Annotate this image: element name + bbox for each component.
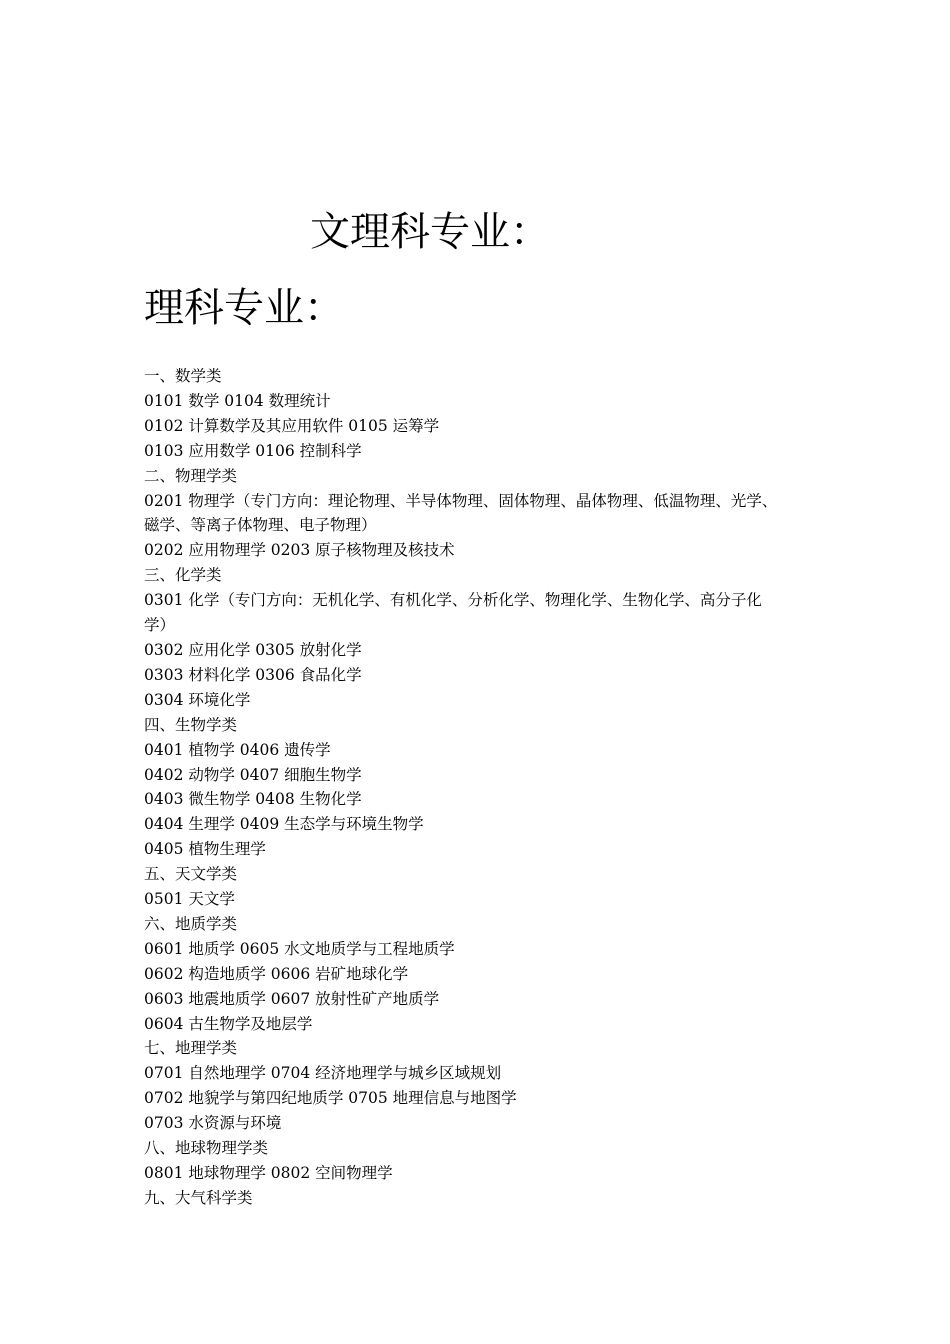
text-line: 0103 应用数学 0106 控制科学 (144, 441, 362, 460)
text-line: 七、地理学类 (144, 1039, 238, 1058)
text-line: 八、地球物理学类 (144, 1139, 269, 1158)
text-line: 0403 微生物学 0408 生物化学 (144, 790, 362, 809)
text-line: 0202 应用物理学 0203 原子核物理及核技术 (144, 541, 455, 560)
text-line: 0401 植物学 0406 遗传学 (144, 740, 331, 759)
document-body (144, 364, 814, 1211)
text-line: 学） (144, 616, 176, 635)
text-line: 0303 材料化学 0306 食品化学 (144, 665, 362, 684)
text-line: 0501 天文学 (144, 890, 235, 909)
text-line: 0302 应用化学 0305 放射化学 (144, 640, 362, 659)
text-line: 0604 古生物学及地层学 (144, 1014, 313, 1033)
text-line: 0601 地质学 0605 水文地质学与工程地质学 (144, 939, 455, 958)
text-line: 0602 构造地质学 0606 岩矿地球化学 (144, 964, 409, 983)
text-line: 0801 地球物理学 0802 空间物理学 (144, 1164, 393, 1182)
text-line: 磁学、等离子体物理、电子物理） (144, 516, 377, 535)
text-line: 0405 植物生理学 (144, 840, 266, 859)
text-line: 一、数学类 (144, 367, 222, 385)
text-line: 0102 计算数学及其应用软件 0105 运筹学 (144, 416, 440, 435)
text-line: 五、天文学类 (144, 865, 238, 884)
text-line: 三、化学类 (144, 566, 222, 585)
text-line: 二、物理学类 (144, 466, 238, 485)
text-line: 0404 生理学 0409 生态学与环境生物学 (144, 815, 424, 834)
text-line: 0702 地貌学与第四纪地质学 0705 地理信息与地图学 (144, 1089, 517, 1108)
text-line: 四、生物学类 (144, 715, 238, 734)
text-line: 九、大气科学类 (144, 1188, 253, 1207)
text-line: 0301 化学（专门方向：无机化学、有机化学、分析化学、物理化学、生物化学、高分子化 (144, 591, 762, 610)
text-line: 六、地质学类 (144, 914, 238, 933)
document-title: 文理科专业： (310, 209, 550, 255)
section-title: 理科专业： (144, 285, 344, 331)
text-line: 0701 自然地理学 0704 经济地理学与城乡区域规划 (144, 1064, 502, 1083)
text-line: 0101 数学 0104 数理统计 (144, 391, 331, 410)
text-line: 0201 物理学（专门方向：理论物理、半导体物理、固体物理、晶体物理、低温物理、光学、 (144, 491, 778, 510)
text-line: 0402 动物学 0407 细胞生物学 (144, 765, 362, 784)
text-line: 0603 地震地质学 0607 放射性矿产地质学 (144, 989, 440, 1008)
text-line: 0703 水资源与环境 (144, 1114, 282, 1133)
text-line: 0304 环境化学 (144, 690, 251, 709)
